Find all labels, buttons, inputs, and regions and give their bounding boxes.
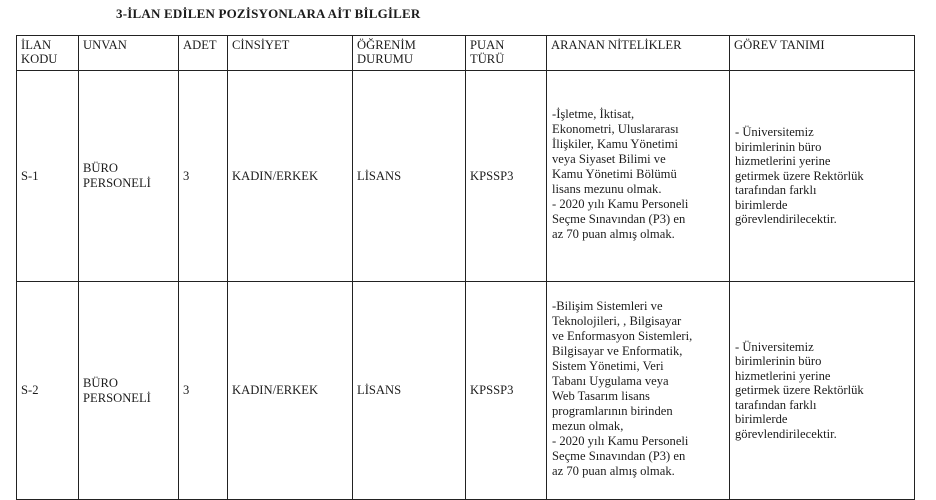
header-gorev-tanimi: GÖREV TANIMI	[730, 36, 915, 71]
cell-adet: 3	[179, 282, 228, 500]
table-row	[17, 71, 915, 282]
cell-unvan: BÜRO PERSONELİ	[79, 71, 179, 282]
header-ilan-kodu: İLAN KODU	[17, 36, 79, 71]
cell-adet: 3	[179, 71, 228, 282]
section-title: 3-İLAN EDİLEN POZİSYONLARA AİT BİLGİLER	[116, 6, 421, 21]
header-aranan-nitelikler: ARANAN NİTELİKLER	[547, 36, 730, 71]
header-unvan: UNVAN	[79, 36, 179, 71]
cell-ogrenim-durumu: LİSANS	[353, 71, 466, 282]
cell-puan-turu: KPSSP3	[466, 71, 547, 282]
table-row	[17, 282, 915, 500]
positions-table	[16, 35, 915, 500]
cell-ilan-kodu: S-1	[17, 71, 79, 282]
cell-gorev-tanimi: - Üniversitemiz birimlerinin büro hizmetlerini yerine getirmek üzere Rektörlük tarafından farklı birimlerde görevlendirilecektir.	[730, 282, 915, 500]
cell-aranan-nitelikler: -İşletme, İktisat, Ekonometri, Uluslararası İlişkiler, Kamu Yönetimi veya Siyaset Bilimi ve Kamu Yönetimi Bölümü lisans mezunu olmak. - 2020 yılı Kamu Personeli Seçme Sınavından (P3) en az 70 puan almış olmak.	[547, 71, 730, 282]
header-cinsiyet: CİNSİYET	[228, 36, 353, 71]
header-adet: ADET	[179, 36, 228, 71]
cell-cinsiyet: KADIN/ERKEK	[228, 282, 353, 500]
header-ogrenim-durumu: ÖĞRENİM DURUMU	[353, 36, 466, 71]
cell-ogrenim-durumu: LİSANS	[353, 282, 466, 500]
cell-puan-turu: KPSSP3	[466, 282, 547, 500]
cell-ilan-kodu: S-2	[17, 282, 79, 500]
table-header-row	[17, 36, 915, 71]
header-puan-turu: PUAN TÜRÜ	[466, 36, 547, 71]
cell-unvan: BÜRO PERSONELİ	[79, 282, 179, 500]
cell-aranan-nitelikler: -Bilişim Sistemleri ve Teknolojileri, , Bilgisayar ve Enformasyon Sistemleri, Bilgisayar ve Enformatik, Sistem Yönetimi, Veri Tabanı Uygulama veya Web Tasarım lisans programlarının birinden mezun olmak, - 2020 yılı Kamu Personeli Seçme Sınavından (P3) en az 70 puan almış olmak.	[547, 282, 730, 500]
cell-cinsiyet: KADIN/ERKEK	[228, 71, 353, 282]
cell-gorev-tanimi: - Üniversitemiz birimlerinin büro hizmetlerini yerine getirmek üzere Rektörlük tarafından farklı birimlerde görevlendirilecektir.	[730, 71, 915, 282]
